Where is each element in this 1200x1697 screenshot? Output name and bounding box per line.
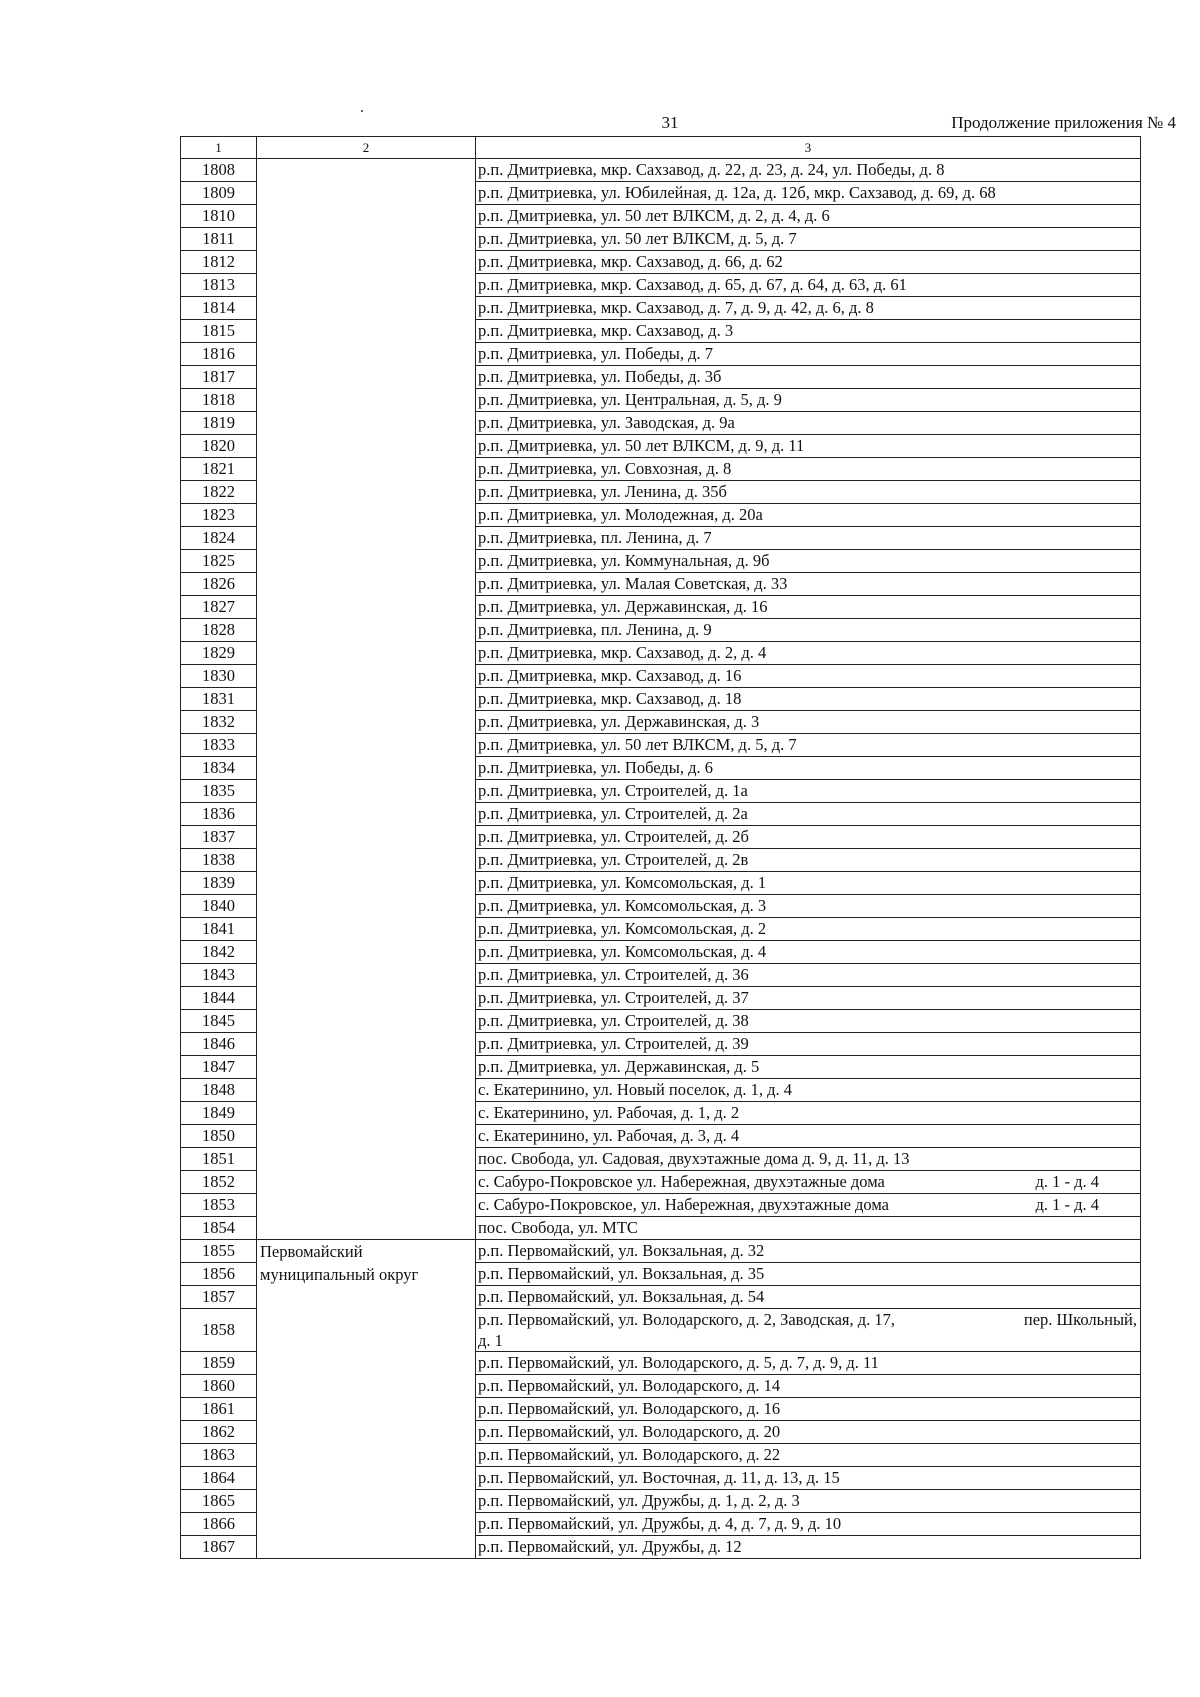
row-number: 1848 (181, 1079, 257, 1102)
address-cell: р.п. Дмитриевка, ул. Центральная, д. 5, д. 9 (476, 389, 1141, 412)
address-cell: р.п. Дмитриевка, мкр. Сахзавод, д. 22, д. 23, д. 24, ул. Победы, д. 8 (476, 159, 1141, 182)
address-cell: с. Екатеринино, ул. Рабочая, д. 3, д. 4 (476, 1125, 1141, 1148)
address-tail: д. 1 - д. 4 (1035, 1172, 1099, 1191)
row-number: 1828 (181, 619, 257, 642)
address-line-2: д. 1 (478, 1331, 503, 1350)
address-cell: р.п. Дмитриевка, ул. Комсомольская, д. 4 (476, 941, 1141, 964)
row-number: 1810 (181, 205, 257, 228)
address-cell: пос. Свобода, ул. Садовая, двухэтажные дома д. 9, д. 11, д. 13 (476, 1148, 1141, 1171)
row-number: 1844 (181, 987, 257, 1010)
row-number: 1831 (181, 688, 257, 711)
row-number: 1832 (181, 711, 257, 734)
address-cell: р.п. Дмитриевка, ул. Строителей, д. 1а (476, 780, 1141, 803)
row-number: 1864 (181, 1467, 257, 1490)
row-number: 1820 (181, 435, 257, 458)
address-cell: р.п. Дмитриевка, ул. Строителей, д. 38 (476, 1010, 1141, 1033)
address-cell: р.п. Дмитриевка, ул. Малая Советская, д. 33 (476, 573, 1141, 596)
row-number: 1819 (181, 412, 257, 435)
address-cell: р.п. Дмитриевка, ул. Державинская, д. 5 (476, 1056, 1141, 1079)
row-number: 1811 (181, 228, 257, 251)
row-number: 1826 (181, 573, 257, 596)
row-number: 1829 (181, 642, 257, 665)
table-row (181, 159, 1141, 182)
address-cell: р.п. Дмитриевка, мкр. Сахзавод, д. 3 (476, 320, 1141, 343)
address-cell: р.п. Первомайский, ул. Вокзальная, д. 35 (476, 1263, 1141, 1286)
row-number: 1835 (181, 780, 257, 803)
row-number: 1823 (181, 504, 257, 527)
address-table (180, 136, 1141, 1559)
address-cell: р.п. Дмитриевка, ул. 50 лет ВЛКСМ, д. 2, д. 4, д. 6 (476, 205, 1141, 228)
row-number: 1842 (181, 941, 257, 964)
row-number: 1817 (181, 366, 257, 389)
address-cell: р.п. Первомайский, ул. Володарского, д. 14 (476, 1375, 1141, 1398)
row-number: 1858 (181, 1309, 257, 1352)
row-number: 1843 (181, 964, 257, 987)
row-number: 1809 (181, 182, 257, 205)
column-header-3: 3 (476, 137, 1141, 159)
address-cell: р.п. Дмитриевка, ул. Победы, д. 6 (476, 757, 1141, 780)
row-number: 1834 (181, 757, 257, 780)
address-cell: р.п. Первомайский, ул. Володарского, д. 22 (476, 1444, 1141, 1467)
row-number: 1845 (181, 1010, 257, 1033)
row-number: 1865 (181, 1490, 257, 1513)
row-number: 1860 (181, 1375, 257, 1398)
stray-dot (361, 110, 363, 112)
row-number: 1816 (181, 343, 257, 366)
address-cell: р.п. Дмитриевка, мкр. Сахзавод, д. 16 (476, 665, 1141, 688)
row-number: 1827 (181, 596, 257, 619)
row-number: 1812 (181, 251, 257, 274)
address-cell: р.п. Дмитриевка, ул. Заводская, д. 9а (476, 412, 1141, 435)
address-cell: р.п. Дмитриевка, ул. Комсомольская, д. 2 (476, 918, 1141, 941)
district-cell: Первомайский муниципальный округ (257, 1240, 476, 1559)
address-cell: с. Екатеринино, ул. Новый поселок, д. 1, д. 4 (476, 1079, 1141, 1102)
row-number: 1850 (181, 1125, 257, 1148)
address-text: с. Сабуро-Покровское, ул. Набережная, двухэтажные дома (478, 1195, 890, 1214)
address-cell: р.п. Дмитриевка, ул. Молодежная, д. 20а (476, 504, 1141, 527)
address-cell (476, 1309, 1141, 1352)
address-text: с. Сабуро-Покровское ул. Набережная, двухэтажные дома (478, 1172, 885, 1191)
row-number: 1861 (181, 1398, 257, 1421)
address-cell: р.п. Первомайский, ул. Володарского, д. 20 (476, 1421, 1141, 1444)
address-cell: р.п. Дмитриевка, ул. Ленина, д. 35б (476, 481, 1141, 504)
row-number: 1824 (181, 527, 257, 550)
address-cell: р.п. Дмитриевка, ул. Державинская, д. 16 (476, 596, 1141, 619)
row-number: 1830 (181, 665, 257, 688)
address-cell: пос. Свобода, ул. МТС (476, 1217, 1141, 1240)
address-cell: р.п. Дмитриевка, ул. 50 лет ВЛКСМ, д. 5, д. 7 (476, 228, 1141, 251)
address-cell: р.п. Дмитриевка, ул. Победы, д. 7 (476, 343, 1141, 366)
row-number: 1849 (181, 1102, 257, 1125)
address-cell: р.п. Дмитриевка, мкр. Сахзавод, д. 18 (476, 688, 1141, 711)
column-header-1: 1 (181, 137, 257, 159)
address-cell: р.п. Первомайский, ул. Дружбы, д. 12 (476, 1536, 1141, 1559)
row-number: 1863 (181, 1444, 257, 1467)
district-cell (257, 159, 476, 1240)
row-number: 1866 (181, 1513, 257, 1536)
address-cell: р.п. Первомайский, ул. Володарского, д. 16 (476, 1398, 1141, 1421)
row-number: 1857 (181, 1286, 257, 1309)
column-header-2: 2 (257, 137, 476, 159)
address-cell: р.п. Дмитриевка, пл. Ленина, д. 9 (476, 619, 1141, 642)
row-number: 1854 (181, 1217, 257, 1240)
address-cell: р.п. Дмитриевка, ул. Строителей, д. 39 (476, 1033, 1141, 1056)
address-cell: р.п. Дмитриевка, ул. Строителей, д. 2б (476, 826, 1141, 849)
address-cell: р.п. Дмитриевка, ул. 50 лет ВЛКСМ, д. 5, д. 7 (476, 734, 1141, 757)
address-cell: р.п. Дмитриевка, ул. Совхозная, д. 8 (476, 458, 1141, 481)
row-number: 1833 (181, 734, 257, 757)
row-number: 1853 (181, 1194, 257, 1217)
row-number: 1859 (181, 1352, 257, 1375)
row-number: 1821 (181, 458, 257, 481)
address-cell: р.п. Первомайский, ул. Володарского, д. 5, д. 7, д. 9, д. 11 (476, 1352, 1141, 1375)
address-cell: р.п. Дмитриевка, ул. Юбилейная, д. 12а, д. 12б, мкр. Сахзавод, д. 69, д. 68 (476, 182, 1141, 205)
address-cell: с. Екатеринино, ул. Рабочая, д. 1, д. 2 (476, 1102, 1141, 1125)
address-cell: р.п. Дмитриевка, ул. Державинская, д. 3 (476, 711, 1141, 734)
address-cell: р.п. Дмитриевка, ул. Строителей, д. 37 (476, 987, 1141, 1010)
address-tail: д. 1 - д. 4 (1035, 1195, 1099, 1214)
row-number: 1851 (181, 1148, 257, 1171)
address-cell: р.п. Дмитриевка, ул. Комсомольская, д. 1 (476, 872, 1141, 895)
address-cell: р.п. Дмитриевка, ул. Строителей, д. 2в (476, 849, 1141, 872)
row-number: 1815 (181, 320, 257, 343)
address-cell: р.п. Дмитриевка, мкр. Сахзавод, д. 2, д. 4 (476, 642, 1141, 665)
row-number: 1836 (181, 803, 257, 826)
row-number: 1840 (181, 895, 257, 918)
row-number: 1867 (181, 1536, 257, 1559)
row-number: 1846 (181, 1033, 257, 1056)
row-number: 1852 (181, 1171, 257, 1194)
row-number: 1841 (181, 918, 257, 941)
row-number: 1862 (181, 1421, 257, 1444)
table-body (181, 159, 1141, 1559)
row-number: 1856 (181, 1263, 257, 1286)
address-cell: р.п. Первомайский, ул. Дружбы, д. 1, д. 2, д. 3 (476, 1490, 1141, 1513)
address-cell (476, 1194, 1141, 1217)
row-number: 1847 (181, 1056, 257, 1079)
address-cell: р.п. Дмитриевка, ул. Коммунальная, д. 9б (476, 550, 1141, 573)
address-cell (476, 1171, 1141, 1194)
address-cell: р.п. Дмитриевка, ул. Строителей, д. 36 (476, 964, 1141, 987)
continuation-caption: Продолжение приложения № 4 (951, 113, 1176, 132)
table-row (181, 1240, 1141, 1263)
address-text: р.п. Первомайский, ул. Володарского, д. 2, Заводская, д. 17, (478, 1310, 896, 1329)
row-number: 1813 (181, 274, 257, 297)
address-cell: р.п. Дмитриевка, ул. Комсомольская, д. 3 (476, 895, 1141, 918)
row-number: 1818 (181, 389, 257, 412)
address-cell: р.п. Первомайский, ул. Вокзальная, д. 54 (476, 1286, 1141, 1309)
row-number: 1855 (181, 1240, 257, 1263)
row-number: 1838 (181, 849, 257, 872)
address-cell: р.п. Первомайский, ул. Вокзальная, д. 32 (476, 1240, 1141, 1263)
row-number: 1822 (181, 481, 257, 504)
address-cell: р.п. Первомайский, ул. Дружбы, д. 4, д. 7, д. 9, д. 10 (476, 1513, 1141, 1536)
address-cell: р.п. Дмитриевка, ул. Строителей, д. 2а (476, 803, 1141, 826)
header-row (181, 137, 1141, 159)
address-cell: р.п. Дмитриевка, мкр. Сахзавод, д. 66, д. 62 (476, 251, 1141, 274)
row-number: 1837 (181, 826, 257, 849)
row-number: 1814 (181, 297, 257, 320)
row-number: 1839 (181, 872, 257, 895)
address-cell: р.п. Первомайский, ул. Восточная, д. 11, д. 13, д. 15 (476, 1467, 1141, 1490)
address-tail: пер. Школьный, (1023, 1310, 1137, 1329)
row-number: 1825 (181, 550, 257, 573)
row-number: 1808 (181, 159, 257, 182)
address-cell: р.п. Дмитриевка, пл. Ленина, д. 7 (476, 527, 1141, 550)
address-cell: р.п. Дмитриевка, мкр. Сахзавод, д. 65, д. 67, д. 64, д. 63, д. 61 (476, 274, 1141, 297)
address-cell: р.п. Дмитриевка, мкр. Сахзавод, д. 7, д. 9, д. 42, д. 6, д. 8 (476, 297, 1141, 320)
page-number: 31 (661, 113, 679, 132)
address-cell: р.п. Дмитриевка, ул. Победы, д. 3б (476, 366, 1141, 389)
address-cell: р.п. Дмитриевка, ул. 50 лет ВЛКСМ, д. 9, д. 11 (476, 435, 1141, 458)
